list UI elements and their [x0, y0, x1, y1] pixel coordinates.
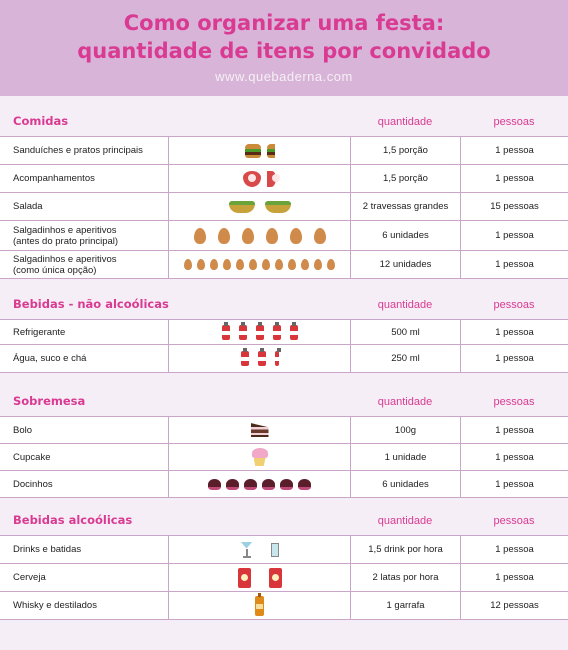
- item-people: 1 pessoa: [460, 165, 568, 192]
- page-title-line2: quantidade de itens por convidado: [77, 39, 491, 63]
- salad-bowl-icon: [229, 201, 255, 213]
- item-quantity: 250 ml: [350, 345, 460, 372]
- table-row: [0, 320, 568, 345]
- page-header: [0, 0, 568, 96]
- page-title-line1: Como organizar uma festa:: [123, 11, 445, 35]
- section-title: Sobremesa: [13, 394, 86, 408]
- soda-bottle-icon: [222, 325, 230, 340]
- item-name-line1: Salgadinhos e aperitivos: [13, 224, 117, 236]
- section-header: [0, 390, 568, 412]
- item-icons: [168, 471, 350, 497]
- section-title: Bebidas alcoólicas: [13, 513, 133, 527]
- item-name: Bolo: [13, 424, 33, 436]
- quantity-column-header: quantidade: [377, 396, 433, 408]
- item-people: 1 pessoa: [460, 221, 568, 250]
- brigadeiro-icon: [226, 479, 239, 490]
- item-quantity: 12 unidades: [350, 251, 460, 278]
- item-quantity: 1 unidade: [350, 444, 460, 470]
- coxinha-icon: [223, 259, 231, 270]
- section-header: [0, 509, 568, 531]
- section-header: [0, 293, 568, 315]
- item-quantity: 1,5 porção: [350, 137, 460, 164]
- table-row: [0, 165, 568, 193]
- table-bebidas-alcoolicas: [0, 535, 568, 620]
- item-people: 1 pessoa: [460, 417, 568, 443]
- item-name-line1: Salgadinhos e aperitivos: [13, 253, 117, 265]
- item-quantity: 100g: [350, 417, 460, 443]
- table-row: [0, 345, 568, 373]
- table-row: [0, 417, 568, 444]
- people-column-header: pessoas: [493, 299, 535, 311]
- coxinha-icon: [266, 228, 278, 244]
- coxinha-icon: [210, 259, 218, 270]
- soda-bottle-icon: [290, 325, 298, 340]
- item-name: [0, 251, 168, 278]
- beer-can-icon: [269, 568, 282, 588]
- people-column-header: pessoas: [493, 515, 535, 527]
- item-name: Sanduíches e pratos principais: [13, 145, 143, 156]
- brigadeiro-icon: [262, 479, 275, 490]
- section-title: Bebidas - não alcoólicas: [13, 297, 169, 311]
- soda-bottle-icon: [256, 325, 264, 340]
- item-name: [0, 221, 168, 250]
- site-url: www.quebaderna.com: [215, 69, 353, 84]
- item-name: Whisky e destilados: [13, 600, 97, 611]
- coxinha-icon: [242, 228, 254, 244]
- table-row: [0, 251, 568, 279]
- item-quantity: 1,5 porção: [350, 165, 460, 192]
- item-icons: [168, 251, 350, 278]
- people-column-header: pessoas: [493, 116, 535, 128]
- brigadeiro-icon: [280, 479, 293, 490]
- coxinha-icon: [275, 259, 283, 270]
- item-icons: [168, 536, 350, 563]
- item-icons: [168, 165, 350, 192]
- coxinha-icon: [236, 259, 244, 270]
- item-quantity: 2 travessas grandes: [350, 193, 460, 220]
- coxinha-icon: [327, 259, 335, 270]
- item-icons: [168, 444, 350, 470]
- item-icons: [168, 592, 350, 619]
- item-icons: [168, 320, 350, 344]
- salad-bowl-icon: [265, 201, 291, 213]
- item-people: 1 pessoa: [460, 564, 568, 591]
- coxinha-icon: [314, 228, 326, 244]
- item-icons: [168, 193, 350, 220]
- item-people: 1 pessoa: [460, 320, 568, 344]
- coxinha-icon: [314, 259, 322, 270]
- section-title: Comidas: [13, 114, 69, 128]
- quantity-column-header: quantidade: [377, 299, 433, 311]
- table-row: [0, 221, 568, 251]
- item-quantity: 500 ml: [350, 320, 460, 344]
- coxinha-icon: [218, 228, 230, 244]
- item-icons: [168, 345, 350, 372]
- soda-bottle-icon: [258, 351, 266, 366]
- coxinha-icon: [197, 259, 205, 270]
- brigadeiro-icon: [244, 479, 257, 490]
- soda-bottle-icon: [275, 351, 279, 366]
- brigadeiro-icon: [298, 479, 311, 490]
- cake-slice-icon: [251, 423, 269, 437]
- table-row: [0, 536, 568, 564]
- table-sobremesa: [0, 416, 568, 498]
- item-name: Água, suco e chá: [13, 353, 87, 364]
- item-icons: [168, 137, 350, 164]
- quantity-column-header: quantidade: [377, 515, 433, 527]
- whisky-bottle-icon: [255, 596, 264, 616]
- section-header: [0, 110, 568, 132]
- item-name: Refrigerante: [13, 326, 66, 338]
- table-row: [0, 444, 568, 471]
- beer-can-icon: [238, 568, 251, 588]
- brigadeiro-icon: [208, 479, 221, 490]
- soda-bottle-icon: [273, 325, 281, 340]
- table-comidas: [0, 136, 568, 279]
- item-people: 1 pessoa: [460, 345, 568, 372]
- item-quantity: 1 garrafa: [350, 592, 460, 619]
- table-row: [0, 471, 568, 498]
- item-name: Cupcake: [13, 451, 51, 463]
- burger-icon: [245, 144, 261, 158]
- item-people: 1 pessoa: [460, 444, 568, 470]
- item-people: 1 pessoa: [460, 536, 568, 563]
- coxinha-icon: [290, 228, 302, 244]
- item-icons: [168, 417, 350, 443]
- coxinha-icon: [184, 259, 192, 270]
- coxinha-icon: [301, 259, 309, 270]
- item-people: 1 pessoa: [460, 137, 568, 164]
- coxinha-icon: [262, 259, 270, 270]
- table-row: [0, 592, 568, 620]
- cocktail-glass-icon: [271, 543, 279, 557]
- coxinha-icon: [249, 259, 257, 270]
- cocktail-glass-icon: [241, 542, 253, 558]
- item-quantity: 6 unidades: [350, 471, 460, 497]
- item-name: Acompanhamentos: [13, 173, 95, 184]
- soda-bottle-icon: [239, 325, 247, 340]
- strawberry-icon: [267, 171, 276, 187]
- table-row: [0, 564, 568, 592]
- item-people: 1 pessoa: [460, 251, 568, 278]
- strawberry-icon: [243, 171, 261, 187]
- item-quantity: 2 latas por hora: [350, 564, 460, 591]
- burger-icon: [267, 144, 275, 158]
- item-name: Drinks e batidas: [13, 544, 82, 555]
- quantity-column-header: quantidade: [377, 116, 433, 128]
- item-name-line2: (como única opção): [13, 264, 97, 276]
- item-name: Salada: [13, 201, 43, 212]
- item-people: 15 pessoas: [460, 193, 568, 220]
- cupcake-icon: [252, 448, 268, 466]
- item-quantity: 1,5 drink por hora: [350, 536, 460, 563]
- item-people: 1 pessoa: [460, 471, 568, 497]
- table-row: [0, 137, 568, 165]
- item-icons: [168, 221, 350, 250]
- item-icons: [168, 564, 350, 591]
- item-quantity: 6 unidades: [350, 221, 460, 250]
- coxinha-icon: [288, 259, 296, 270]
- table-row: [0, 193, 568, 221]
- item-name: Cerveja: [13, 572, 46, 583]
- item-name: Docinhos: [13, 478, 53, 490]
- soda-bottle-icon: [241, 351, 249, 366]
- people-column-header: pessoas: [493, 396, 535, 408]
- item-people: 12 pessoas: [460, 592, 568, 619]
- coxinha-icon: [194, 228, 206, 244]
- table-bebidas-nao-alcoolicas: [0, 319, 568, 373]
- item-name-line2: (antes do prato principal): [13, 235, 119, 247]
